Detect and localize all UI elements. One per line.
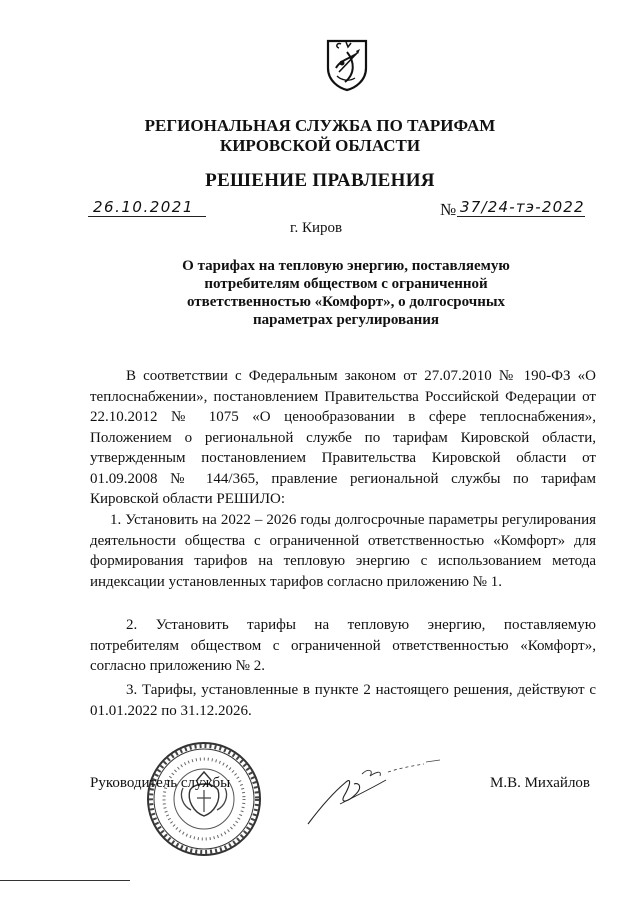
number-underline (457, 216, 585, 217)
signer-role: Руководитель службы (90, 775, 231, 791)
document-subject: О тарифах на тепловую энергию, поставляемую потребителям обществом с ограниченной ответственностью «Комфорт», о долгосрочных параметрах регулирования (182, 258, 510, 328)
org-name-line1: РЕГИОНАЛЬНАЯ СЛУЖБА ПО ТАРИФАМ (144, 116, 496, 135)
handwritten-signature-icon (300, 752, 460, 832)
document-type: РЕШЕНИЕ ПРАВЛЕНИЯ (205, 170, 435, 191)
decision-item-3: 3. Тарифы, установленные в пункте 2 настоящего решения, действуют с 01.01.2022 по 31.12.2026. (90, 682, 596, 719)
preamble-paragraph: В соответствии с Федеральным законом от 27.07.2010 № 190-ФЗ «О теплоснабжении», постановлением Правительства Российской Федерации от 22.10.2012 № 1075 «О ценообразовании в сфере теплоснабжения», Положением о региональной службе по тарифам Кировской области, утвержденным постановлением Правительства Кировской области от 01.09.2008 № 144/365, правление региональной службы по тарифам Кировской области РЕШИЛО: (90, 368, 596, 507)
number-label: № (440, 200, 457, 219)
decision-number: 37/24-тэ-2022 (460, 198, 585, 216)
footer-divider (0, 880, 130, 881)
decision-item-1: 1. Установить на 2022 – 2026 годы долгосрочные параметры регулирования деятельности общества с ограниченной ответственностью «Комфорт» для формирования тарифов на тепловую энергию с использованием метода индексации установленных тарифов согласно приложению № 1. (90, 512, 596, 590)
decision-item-2: 2. Установить тарифы на тепловую энергию, поставляемую потребителям обществом с ограниченной ответственностью «Комфорт», согласно приложению № 2. (90, 617, 596, 674)
kirov-coat-of-arms-icon (325, 38, 369, 92)
decision-date: 26.10.2021 (93, 198, 194, 216)
org-name-line2: КИРОВСКОЙ ОБЛАСТИ (219, 136, 421, 155)
city: г. Киров (290, 220, 343, 236)
date-underline (88, 216, 206, 217)
signer-name: М.В. Михайлов (490, 775, 591, 791)
official-seal-icon (145, 740, 263, 858)
